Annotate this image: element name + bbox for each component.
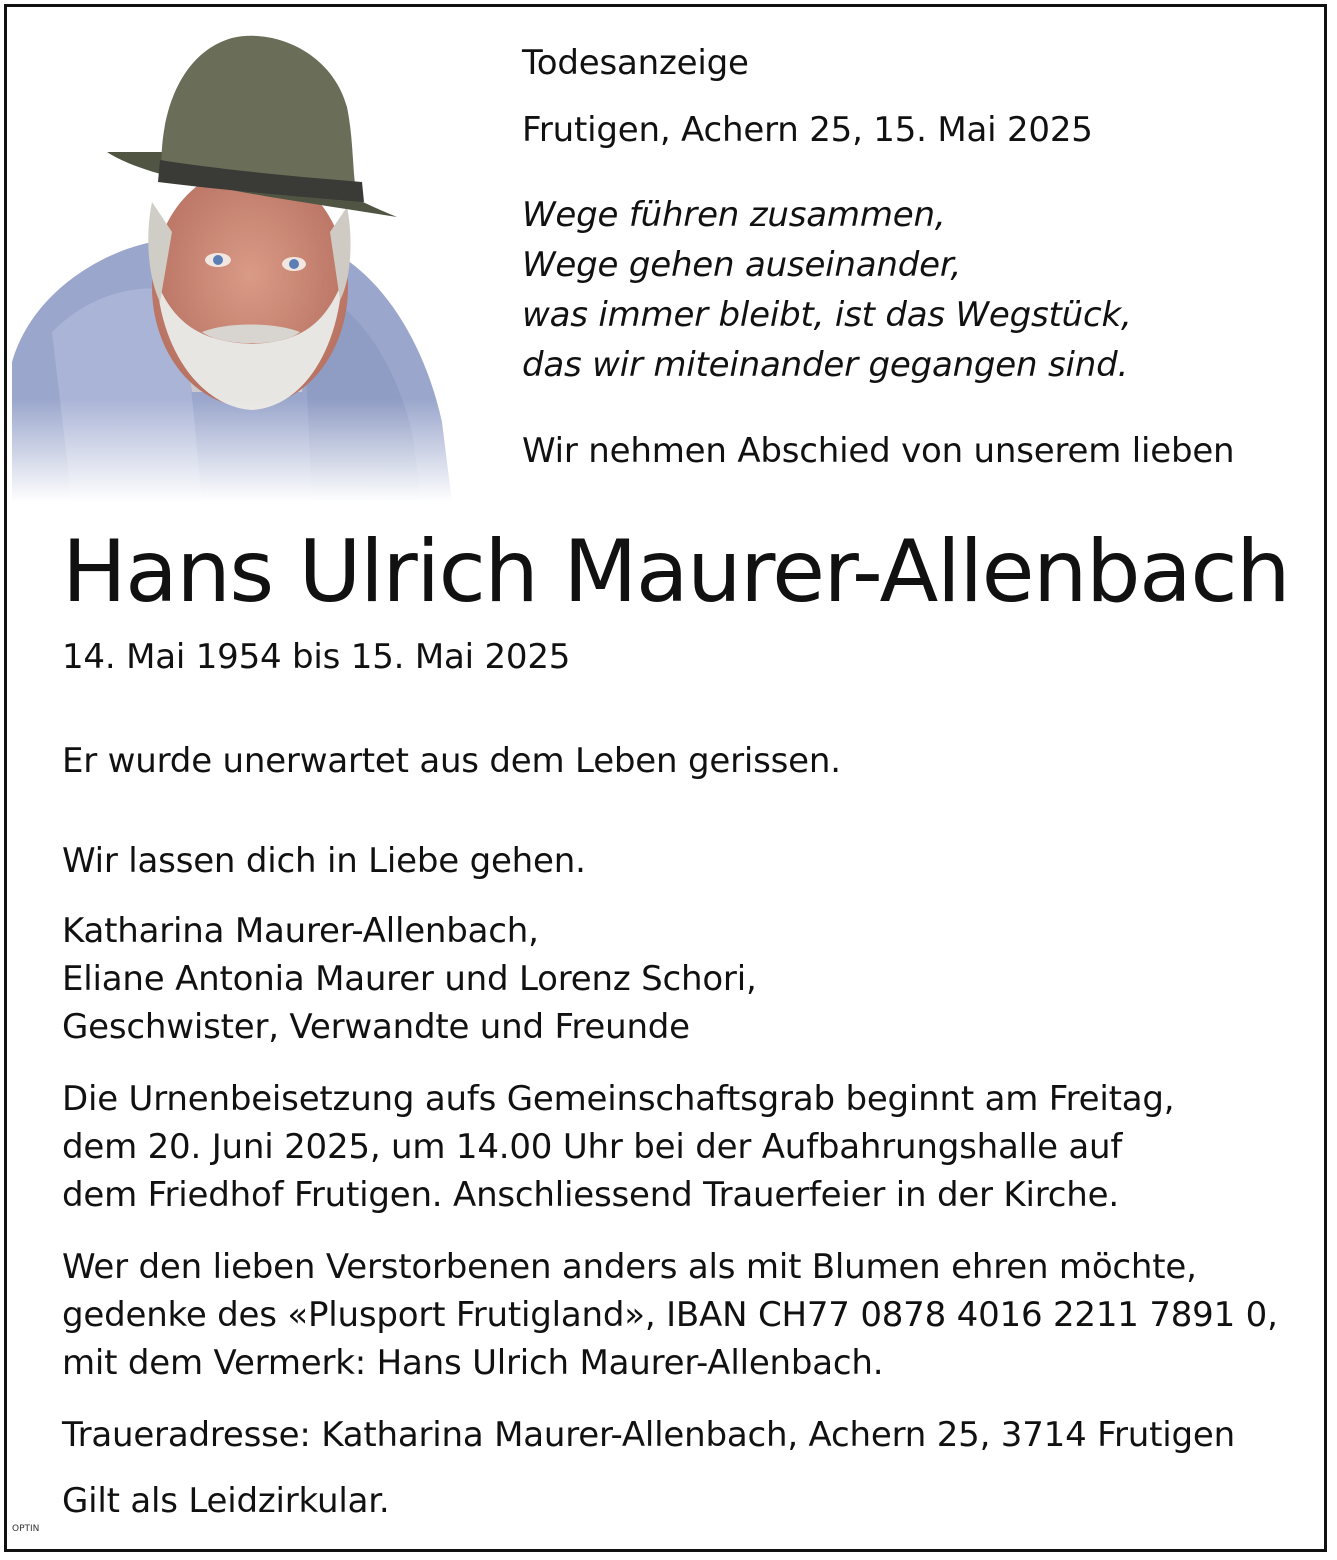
- poem-line: Wege führen zusammen,: [522, 195, 946, 235]
- donation-line: Wer den lieben Verstorbenen anders als mit Blumen ehren möchte,: [62, 1247, 1197, 1287]
- ceremony-line: dem Friedhof Frutigen. Anschliessend Trauerfeier in der Kirche.: [62, 1175, 1119, 1215]
- body-line: Er wurde unerwartet aus dem Leben gerissen.: [62, 741, 841, 781]
- life-dates: 14. Mai 1954 bis 15. Mai 2025: [62, 637, 571, 677]
- intro-text: Wir nehmen Abschied von unserem lieben: [522, 431, 1235, 471]
- donation-line: gedenke des «Plusport Frutigland», IBAN CH77 0878 4016 2211 7891 0,: [62, 1295, 1278, 1335]
- donation-line: mit dem Vermerk: Hans Ulrich Maurer-Allenbach.: [62, 1343, 884, 1383]
- poem-line: das wir miteinander gegangen sind.: [522, 345, 1129, 385]
- mourner-line: Geschwister, Verwandte und Freunde: [62, 1007, 690, 1047]
- circular-note: Gilt als Leidzirkular.: [62, 1481, 390, 1521]
- notice-type-label: Todesanzeige: [522, 43, 749, 83]
- body-line: Wir lassen dich in Liebe gehen.: [62, 841, 586, 881]
- poem-line: was immer bleibt, ist das Wegstück,: [522, 295, 1132, 335]
- place-date: Frutigen, Achern 25, 15. Mai 2025: [522, 110, 1093, 150]
- poem-line: Wege gehen auseinander,: [522, 245, 962, 285]
- mourner-line: Katharina Maurer-Allenbach,: [62, 911, 539, 951]
- ceremony-line: dem 20. Juni 2025, um 14.00 Uhr bei der Aufbahrungshalle auf: [62, 1127, 1123, 1167]
- portrait-photo: [12, 32, 452, 502]
- mourning-address: Traueradresse: Katharina Maurer-Allenbach, Achern 25, 3714 Frutigen: [62, 1415, 1235, 1455]
- ceremony-line: Die Urnenbeisetzung aufs Gemeinschaftsgrab beginnt am Freitag,: [62, 1079, 1175, 1119]
- footer-code: OPTIN: [12, 1524, 40, 1534]
- mourner-line: Eliane Antonia Maurer und Lorenz Schori,: [62, 959, 757, 999]
- deceased-name: Hans Ulrich Maurer-Allenbach: [62, 522, 1290, 622]
